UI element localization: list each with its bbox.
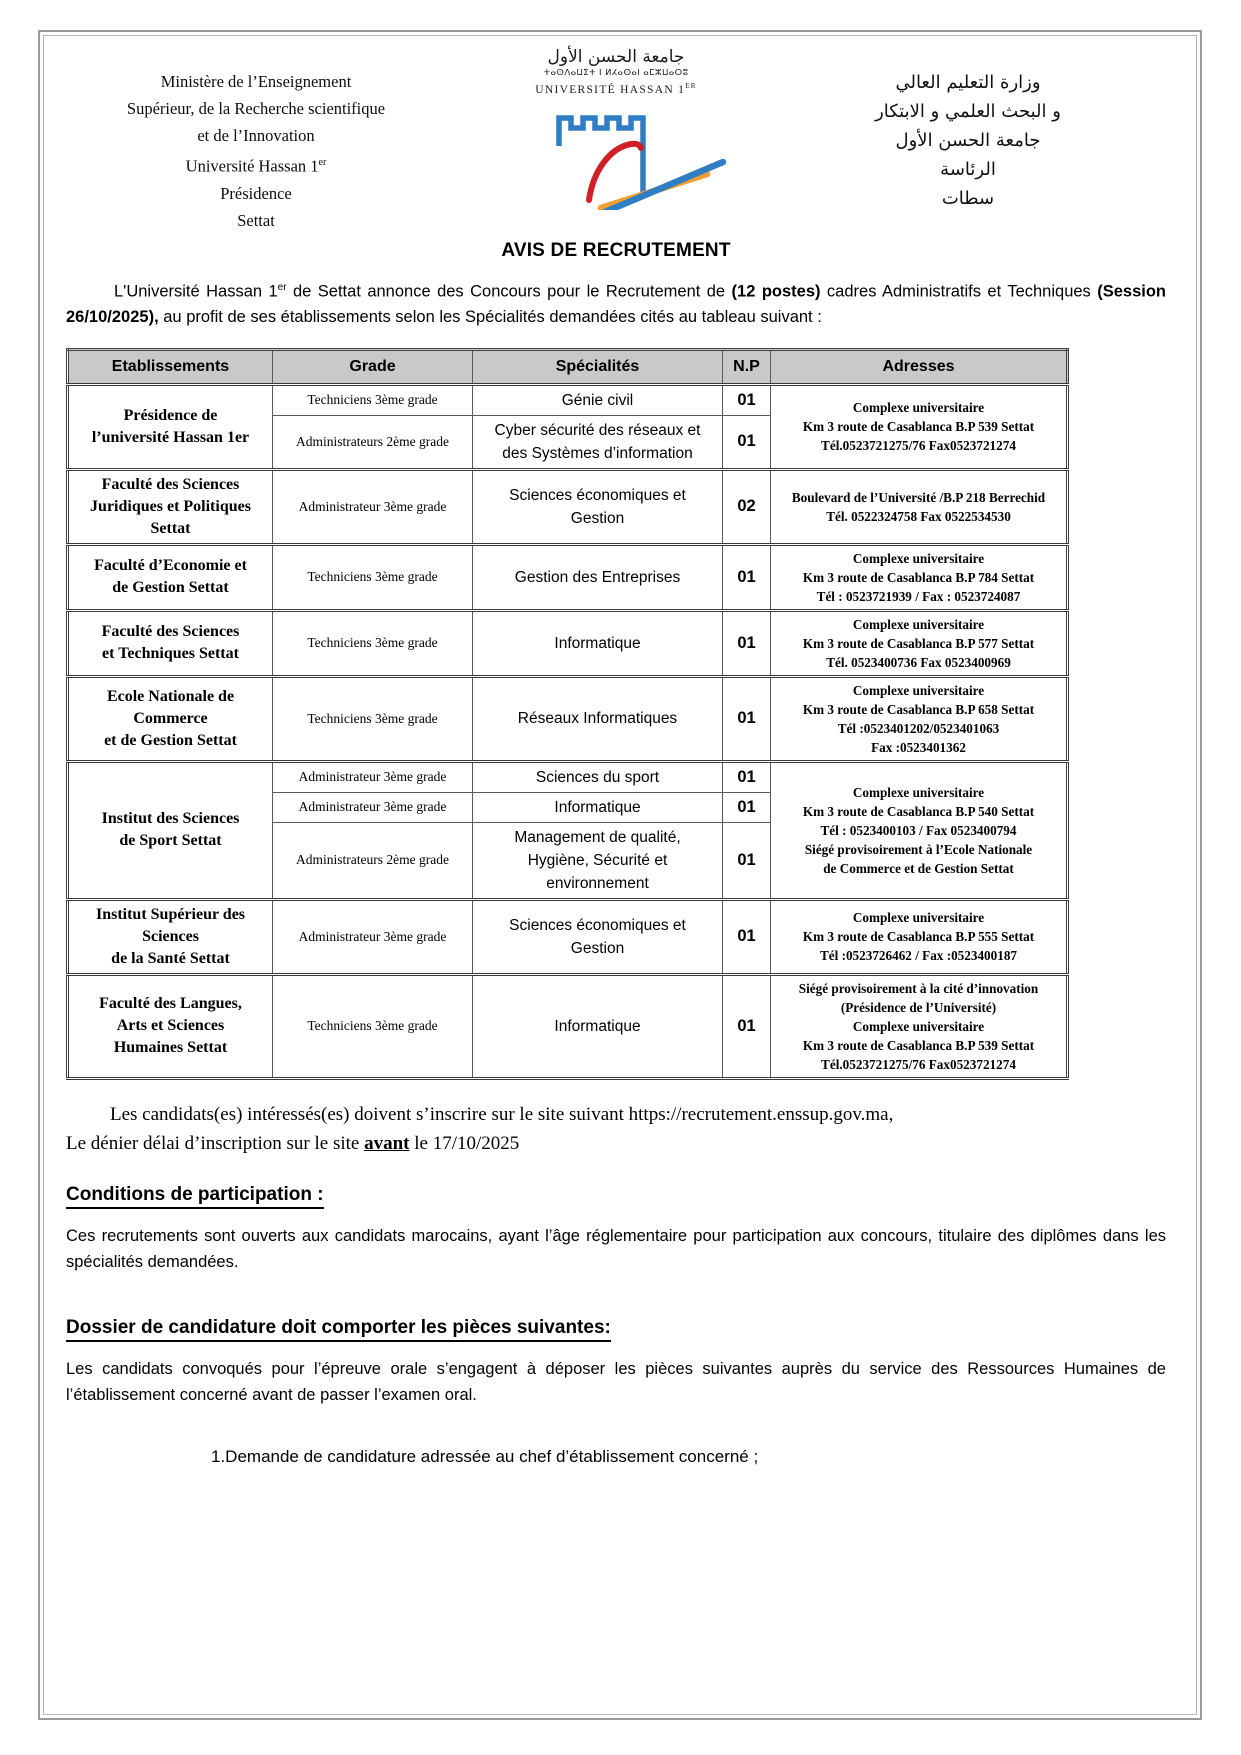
intro-part1: L'Université Hassan 1 <box>114 282 278 301</box>
col-header-adresses: Adresses <box>771 349 1068 384</box>
col-header-specialites: Spécialités <box>473 349 723 384</box>
cell-specialite: Gestion des Entreprises <box>473 544 723 610</box>
intro-posts-count: (12 postes) <box>731 282 821 301</box>
cell-etablissement: Institut Supérieur des Sciences de la Santé Settat <box>68 899 273 974</box>
table-row <box>68 610 1068 676</box>
page-title: AVIS DE RECRUTEMENT <box>501 240 731 261</box>
logo-arabic-name: جامعة الحسن الأول <box>547 47 685 67</box>
ministry-line-1: Ministère de l’Enseignement <box>160 72 352 91</box>
intro-part2: de Settat annonce des Concours pour le Recrutement de <box>286 282 732 301</box>
registration-note <box>66 1100 1166 1158</box>
cell-grade: Administrateur 3ème grade <box>273 899 473 974</box>
university-logo <box>491 46 741 215</box>
ministry-ar-line-5: سطات <box>941 188 995 209</box>
logo-emblem-icon <box>491 100 741 215</box>
cell-grade: Administrateurs 2ème grade <box>273 415 473 469</box>
registration-avant-emphasis: avant <box>364 1132 410 1154</box>
cell-np: 01 <box>723 792 771 822</box>
cell-np: 01 <box>723 822 771 899</box>
cell-adresse: Complexe universitaire Km 3 route de Casablanca B.P 784 Settat Tél : 0523721939 / Fax : 0523724087 <box>771 544 1068 610</box>
logo-latin-ordinal: ER <box>685 82 697 90</box>
logo-latin-text: UNIVERSITÉ HASSAN 1 <box>535 83 686 96</box>
table-row <box>68 384 1068 415</box>
dossier-heading: Dossier de candidature doit comporter les pièces suivantes: <box>66 1317 611 1342</box>
cell-specialite: Réseaux Informatiques <box>473 676 723 761</box>
cell-grade: Administrateurs 2ème grade <box>273 822 473 899</box>
document-content <box>66 46 1166 1470</box>
cell-specialite: Informatique <box>473 792 723 822</box>
cell-grade: Techniciens 3ème grade <box>273 384 473 415</box>
cell-grade: Administrateur 3ème grade <box>273 469 473 544</box>
col-header-np: N.P <box>723 349 771 384</box>
intro-paragraph <box>66 275 1166 330</box>
recruitment-table <box>66 348 1069 1080</box>
cell-adresse: Complexe universitaire Km 3 route de Casablanca B.P 539 Settat Tél.0523721275/76 Fax0523721274 <box>771 384 1068 469</box>
logo-latin-name <box>491 80 741 97</box>
table-header <box>68 349 1068 384</box>
cell-specialite: Sciences du sport <box>473 761 723 792</box>
ministry-lines-ar <box>786 46 1166 213</box>
table-row <box>68 544 1068 610</box>
cell-np: 01 <box>723 899 771 974</box>
conditions-text: Ces recrutements sont ouverts aux candidats marocains, ayant l’âge réglementaire pour participation aux concours, titulaire des diplômes dans les spécialités demandées. <box>66 1226 1166 1271</box>
cell-adresse: Siégé provisoirement à la cité d’innovation (Présidence de l’Université) Complexe universitaire Km 3 route de Casablanca B.P 539 Settat Tél.0523721275/76 Fax0523721274 <box>771 974 1068 1078</box>
cell-etablissement: Ecole Nationale de Commerce et de Gestion Settat <box>68 676 273 761</box>
document-page <box>38 30 1202 1720</box>
cell-specialite: Informatique <box>473 610 723 676</box>
col-header-grade: Grade <box>273 349 473 384</box>
cell-grade: Techniciens 3ème grade <box>273 610 473 676</box>
logo-tifinagh-name: ⵜⴰⵙⴷⴰⵡⵉⵜ ⵏ ⵍⵃⴰⵙⴰⵏ ⴰⵎⵣⵡⴰⵔⵓ <box>543 68 689 78</box>
table-row <box>68 469 1068 544</box>
cell-adresse: Complexe universitaire Km 3 route de Casablanca B.P 577 Settat Tél. 0523400736 Fax 0523400969 <box>771 610 1068 676</box>
cell-adresse: Complexe universitaire Km 3 route de Casablanca B.P 540 Settat Tél : 0523400103 / Fax 0523400794 Siégé provisoirement à l’Ecole Nationale de Commerce et de Gestion Settat <box>771 761 1068 899</box>
cell-np: 01 <box>723 610 771 676</box>
ministry-ar-line-4: الرئاسة <box>940 159 996 180</box>
cell-np: 02 <box>723 469 771 544</box>
table-row <box>68 899 1068 974</box>
cell-adresse: Complexe universitaire Km 3 route de Casablanca B.P 658 Settat Tél :0523401202/0523401063 Fax :0523401362 <box>771 676 1068 761</box>
cell-np: 01 <box>723 676 771 761</box>
ministry-lines-fr <box>66 46 446 234</box>
ministry-line-5: Présidence <box>220 183 292 203</box>
cell-np: 01 <box>723 384 771 415</box>
registration-line2-post: le 17/10/2025 <box>409 1132 520 1154</box>
cell-specialite: Sciences économiques et Gestion <box>473 899 723 974</box>
cell-etablissement: Faculté des Langues, Arts et Sciences Humaines Settat <box>68 974 273 1078</box>
intro-ordinal: er <box>277 282 287 293</box>
cell-specialite: Informatique <box>473 974 723 1078</box>
cell-specialite: Sciences économiques et Gestion <box>473 469 723 544</box>
cell-grade: Administrateur 3ème grade <box>273 761 473 792</box>
dossier-item-1: 1.Demande de candidature adressée au chef d’établissement concerné ; <box>211 1447 759 1466</box>
registration-line-1: Les candidats(es) intéressés(es) doivent s’inscrire sur le site suivant https://recrutement.enssup.gov.ma, <box>110 1103 894 1125</box>
cell-grade: Techniciens 3ème grade <box>273 676 473 761</box>
table-row <box>68 761 1068 792</box>
table-body <box>68 384 1068 1078</box>
registration-line-2 <box>66 1133 519 1154</box>
ministry-line-6: Settat <box>237 210 275 230</box>
cell-etablissement: Faculté des Sciences Juridiques et Politiques Settat <box>68 469 273 544</box>
ministry-line-2: Supérieur, de la Recherche scientifique <box>126 99 386 118</box>
dossier-text: Les candidats convoqués pour l’épreuve orale s’engagent à déposer les pièces suivantes auprès du service des Ressources Humaines de l’établissement concerné avant de passer l’examen oral. <box>66 1360 1166 1404</box>
ministry-line-3: et de l’Innovation <box>197 126 315 145</box>
intro-part3: cadres Administratifs et Techniques <box>820 282 1098 301</box>
document-header <box>66 46 1166 230</box>
cell-specialite: Management de qualité, Hygiène, Sécurité et environnement <box>473 822 723 899</box>
cell-etablissement: Présidence de l’université Hassan 1er <box>68 384 273 469</box>
cell-specialite: Cyber sécurité des réseaux et des Systèmes d’information <box>473 415 723 469</box>
ministry-block-ar <box>786 46 1166 213</box>
ministry-line-4 <box>66 149 446 180</box>
cell-adresse: Boulevard de l’Université /B.P 218 Berrechid Tél. 0522324758 Fax 0522534530 <box>771 469 1068 544</box>
col-header-etablissements: Etablissements <box>68 349 273 384</box>
ministry-ar-line-3: جامعة الحسن الأول <box>895 130 1041 151</box>
cell-etablissement: Faculté d’Economie et de Gestion Settat <box>68 544 273 610</box>
cell-np: 01 <box>723 974 771 1078</box>
ministry-block-fr <box>66 46 446 234</box>
cell-etablissement: Faculté des Sciences et Techniques Settat <box>68 610 273 676</box>
cell-specialite: Génie civil <box>473 384 723 415</box>
ministry-ar-line-1: وزارة التعليم العالي <box>895 72 1041 93</box>
cell-np: 01 <box>723 415 771 469</box>
ordinal-suffix: er <box>318 157 327 168</box>
cell-grade: Techniciens 3ème grade <box>273 544 473 610</box>
table-header-row <box>68 349 1068 384</box>
cell-adresse: Complexe universitaire Km 3 route de Casablanca B.P 555 Settat Tél :0523726462 / Fax :0523400187 <box>771 899 1068 974</box>
university-name-fr: Université Hassan 1 <box>185 156 319 176</box>
cell-grade: Techniciens 3ème grade <box>273 974 473 1078</box>
table-row <box>68 676 1068 761</box>
logo-emblem-svg <box>501 100 731 210</box>
intro-session: (Session 26/10/2025), <box>66 282 1167 326</box>
registration-line2-pre: Le dénier délai d’inscription sur le site <box>66 1132 365 1154</box>
table-row <box>68 974 1068 1078</box>
conditions-heading: Conditions de participation : <box>66 1184 324 1209</box>
intro-part4: au profit de ses établissements selon les Spécialités demandées cités au tableau suivant : <box>158 307 822 326</box>
cell-etablissement: Institut des Sciences de Sport Settat <box>68 761 273 899</box>
cell-np: 01 <box>723 761 771 792</box>
ministry-ar-line-2: و البحث العلمي و الابتكار <box>875 101 1061 122</box>
cell-np: 01 <box>723 544 771 610</box>
cell-grade: Administrateur 3ème grade <box>273 792 473 822</box>
